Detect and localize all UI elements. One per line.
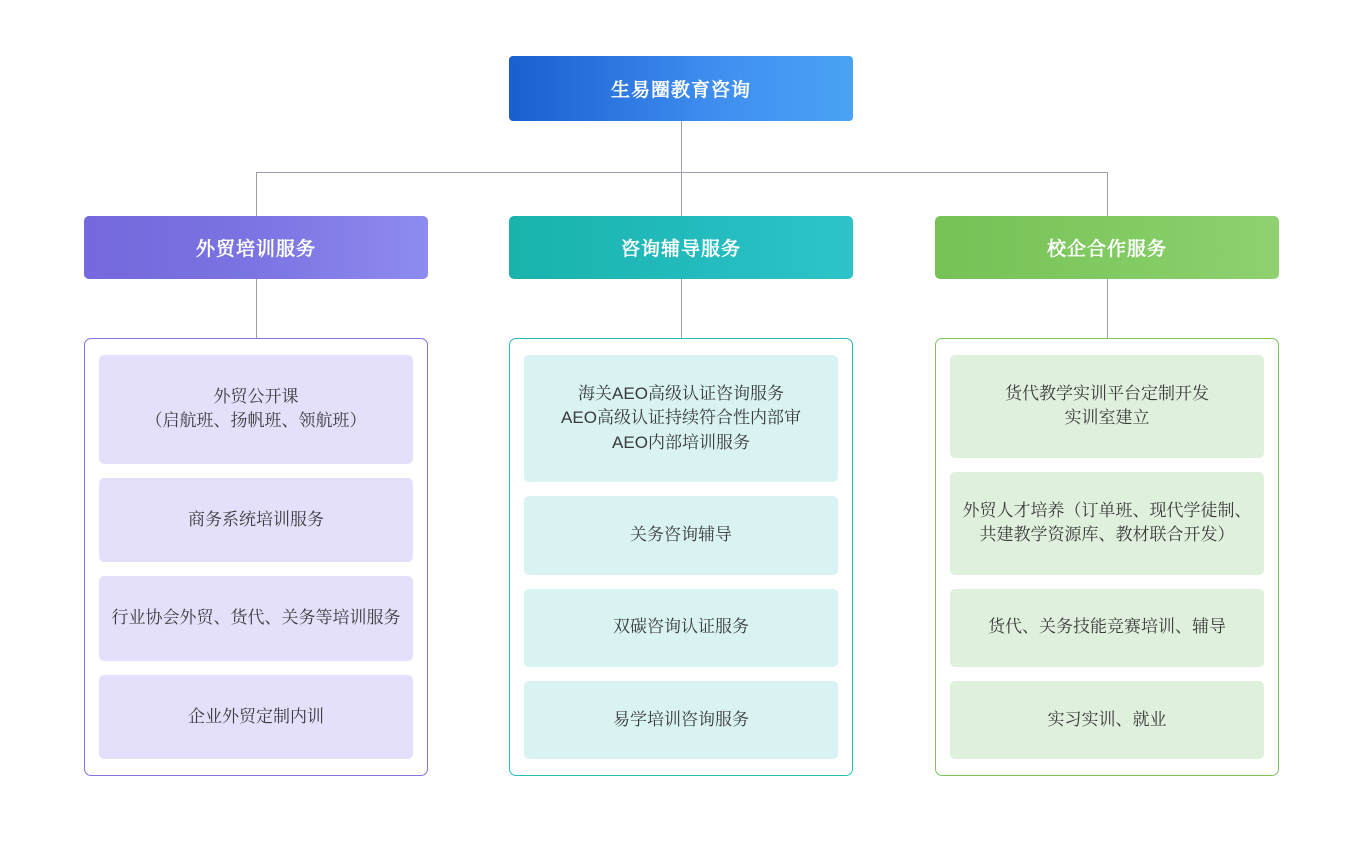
leaf-item-label: 易学培训咨询服务 — [613, 709, 749, 729]
leaf-item[interactable] — [950, 472, 1264, 575]
connector-root-down — [681, 121, 682, 172]
connector-branch-0-body — [256, 279, 257, 338]
leaf-item[interactable] — [99, 355, 413, 464]
leaf-item[interactable] — [99, 576, 413, 660]
branch-header-waimao-peixun[interactable] — [84, 216, 428, 279]
branch-body-zixun-fudao — [509, 338, 853, 776]
branch-header-label: 校企合作服务 — [1046, 239, 1167, 260]
leaf-item[interactable] — [950, 681, 1264, 759]
leaf-item-label: 企业外贸定制内训 — [188, 706, 324, 726]
connector-branch-2-body — [1107, 279, 1108, 338]
connector-branch-2 — [1107, 172, 1108, 216]
connector-branch-0 — [256, 172, 257, 216]
leaf-item-label: 货代教学实训平台定制开发 实训室建立 — [1005, 383, 1209, 428]
leaf-item-label: 外贸人才培养（订单班、现代学徒制、共建教学资源库、教材联合开发） — [962, 500, 1252, 545]
leaf-item[interactable] — [99, 478, 413, 562]
leaf-item-label: 实习实训、就业 — [1047, 709, 1167, 729]
root-node-label: 生易圈教育咨询 — [610, 80, 751, 101]
branch-header-label: 咨询辅导服务 — [620, 239, 741, 260]
connector-branch-1-body — [681, 279, 682, 338]
branch-body-xiaoqi-hezuo — [935, 338, 1279, 776]
leaf-item[interactable] — [950, 355, 1264, 458]
branch-header-zixun-fudao[interactable] — [509, 216, 853, 279]
branch-header-label: 外贸培训服务 — [195, 239, 316, 260]
leaf-item[interactable] — [99, 675, 413, 759]
leaf-item-label: 商务系统培训服务 — [188, 509, 324, 529]
leaf-item[interactable] — [524, 355, 838, 482]
connector-branch-1 — [681, 172, 682, 216]
branch-body-waimao-peixun — [84, 338, 428, 776]
branch-header-xiaoqi-hezuo[interactable] — [935, 216, 1279, 279]
leaf-item-label: 双碳咨询认证服务 — [613, 617, 749, 637]
leaf-item-label: 关务咨询辅导 — [630, 525, 732, 545]
leaf-item[interactable] — [524, 681, 838, 759]
leaf-item-label: 外贸公开课 （启航班、扬帆班、领航班） — [145, 386, 367, 431]
leaf-item-label: 货代、关务技能竞赛培训、辅导 — [988, 617, 1226, 637]
leaf-item-label: 行业协会外贸、货代、关务等培训服务 — [111, 608, 401, 628]
leaf-item[interactable] — [950, 589, 1264, 667]
leaf-item[interactable] — [524, 496, 838, 574]
leaf-item-label: 海关AEO高级认证咨询服务 AEO高级认证持续符合性内部审 AEO内部培训服务 — [561, 383, 801, 453]
leaf-item[interactable] — [524, 589, 838, 667]
root-node[interactable] — [509, 56, 853, 121]
